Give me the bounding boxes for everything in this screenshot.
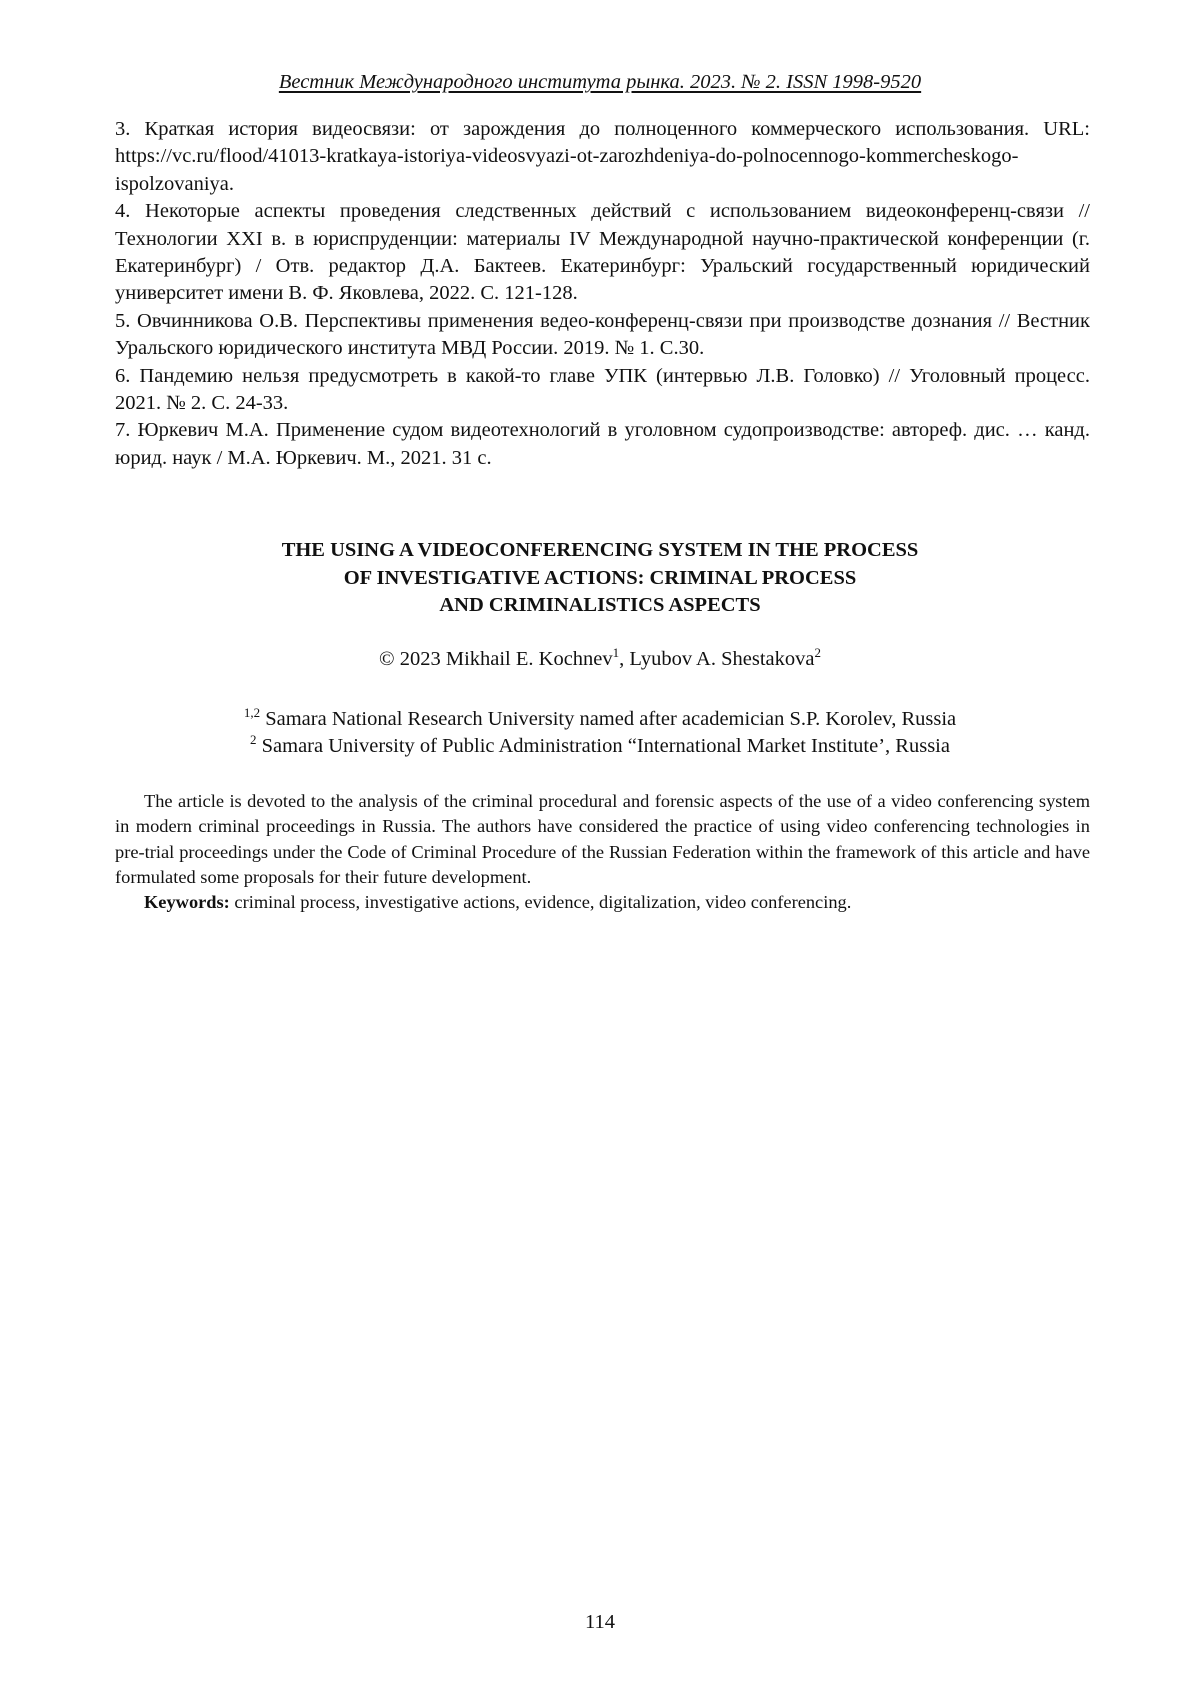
keywords-line (115, 890, 1090, 915)
affiliation (0, 706, 1200, 733)
reference-text: 3. Краткая история видеосвязи: от зарождения до полноценного коммерческого использования. URL: https://vc.ru/flood/41013-kratkaya-istoriya-videosvyazi-ot-zarozhdeniya-do-polnocennogo-kommercheskogo-ispolzovaniya. (115, 118, 1090, 195)
affiliation-sup: 1,2 (243, 705, 261, 721)
reference-item (115, 363, 1090, 418)
page-number: 114 (585, 1611, 615, 1633)
reference-text: 5. Овчинникова О.В. Перспективы применения ведео-конференц-связи при производстве дознания // Вестник Уральского юридического института МВД России. 2019. № 1. С.30. (115, 309, 1090, 360)
keywords-text: criminal process, investigative actions, evidence, digitalization, video conferencing. (234, 892, 852, 913)
affiliation (0, 733, 1200, 760)
affiliation-text: Samara University of Public Administration “International Market Institute’, Russia (261, 735, 950, 757)
author-separator: , (619, 648, 625, 670)
title-line: OF INVESTIGATIVE ACTIONS: CRIMINAL PROCESS (343, 566, 857, 589)
reference-item (115, 116, 1090, 198)
journal-header: Вестник Международного института рынка. 2023. № 2. ISSN 1998-9520 (278, 71, 922, 93)
affiliation-sup: 2 (250, 732, 257, 748)
article-title (0, 537, 1200, 620)
reference-text: 4. Некоторые аспекты проведения следственных действий с использованием видеоконференц-связи // Технологии XXI в. в юриспруденции: материалы IV Международной научно-практической конференции (г. Екатеринбург) / Отв. редактор Д.А. Бактеев. Екатеринбург: Уральский государственный юридический университет имени В. Ф. Яковлева, 2022. С. 121-128. (115, 200, 1090, 305)
affiliation-text: Samara National Research University named after academician S.P. Korolev, Russia (265, 708, 957, 730)
reference-list (115, 116, 1090, 472)
reference-text: 6. Пандемию нельзя предусмотреть в какой-то главе УПК (интервью Л.В. Головко) // Уголовный процесс. 2021. № 2. С. 24-33. (115, 364, 1090, 415)
abstract-block (115, 789, 1090, 915)
author-name: Mikhail E. Kochnev (445, 648, 613, 670)
reference-item (115, 198, 1090, 308)
reference-item (115, 308, 1090, 363)
abstract-text: The article is devoted to the analysis of the criminal procedural and forensic aspects of the use of a video conferencing system in modern criminal proceedings in Russia. The authors have considered the practice of using video conferencing technologies in pre-trial proceedings under the Code of Criminal Procedure of the Russian Federation within the framework of this article and have formulated some proposals for their future development. (115, 791, 1090, 887)
copyright: © 2023 (379, 648, 441, 670)
author-sup: 2 (814, 645, 821, 661)
author-name: Lyubov A. Shestakova (629, 648, 815, 670)
reference-item (115, 417, 1090, 472)
title-line: THE USING A VIDEOCONFERENCING SYSTEM IN THE PROCESS (281, 539, 919, 561)
keywords-label: Keywords: (144, 892, 230, 913)
author-sup: 1 (612, 645, 620, 661)
authors-line (0, 645, 1200, 671)
affiliations (0, 706, 1200, 760)
reference-text: 7. Юркевич М.А. Применение судом видеотехнологий в уголовном судопроизводстве: автореф. дис. … канд. юрид. наук / М.А. Юркевич. М., 2021. 31 с. (115, 419, 1090, 469)
title-line: AND CRIMINALISTICS ASPECTS (439, 594, 761, 616)
